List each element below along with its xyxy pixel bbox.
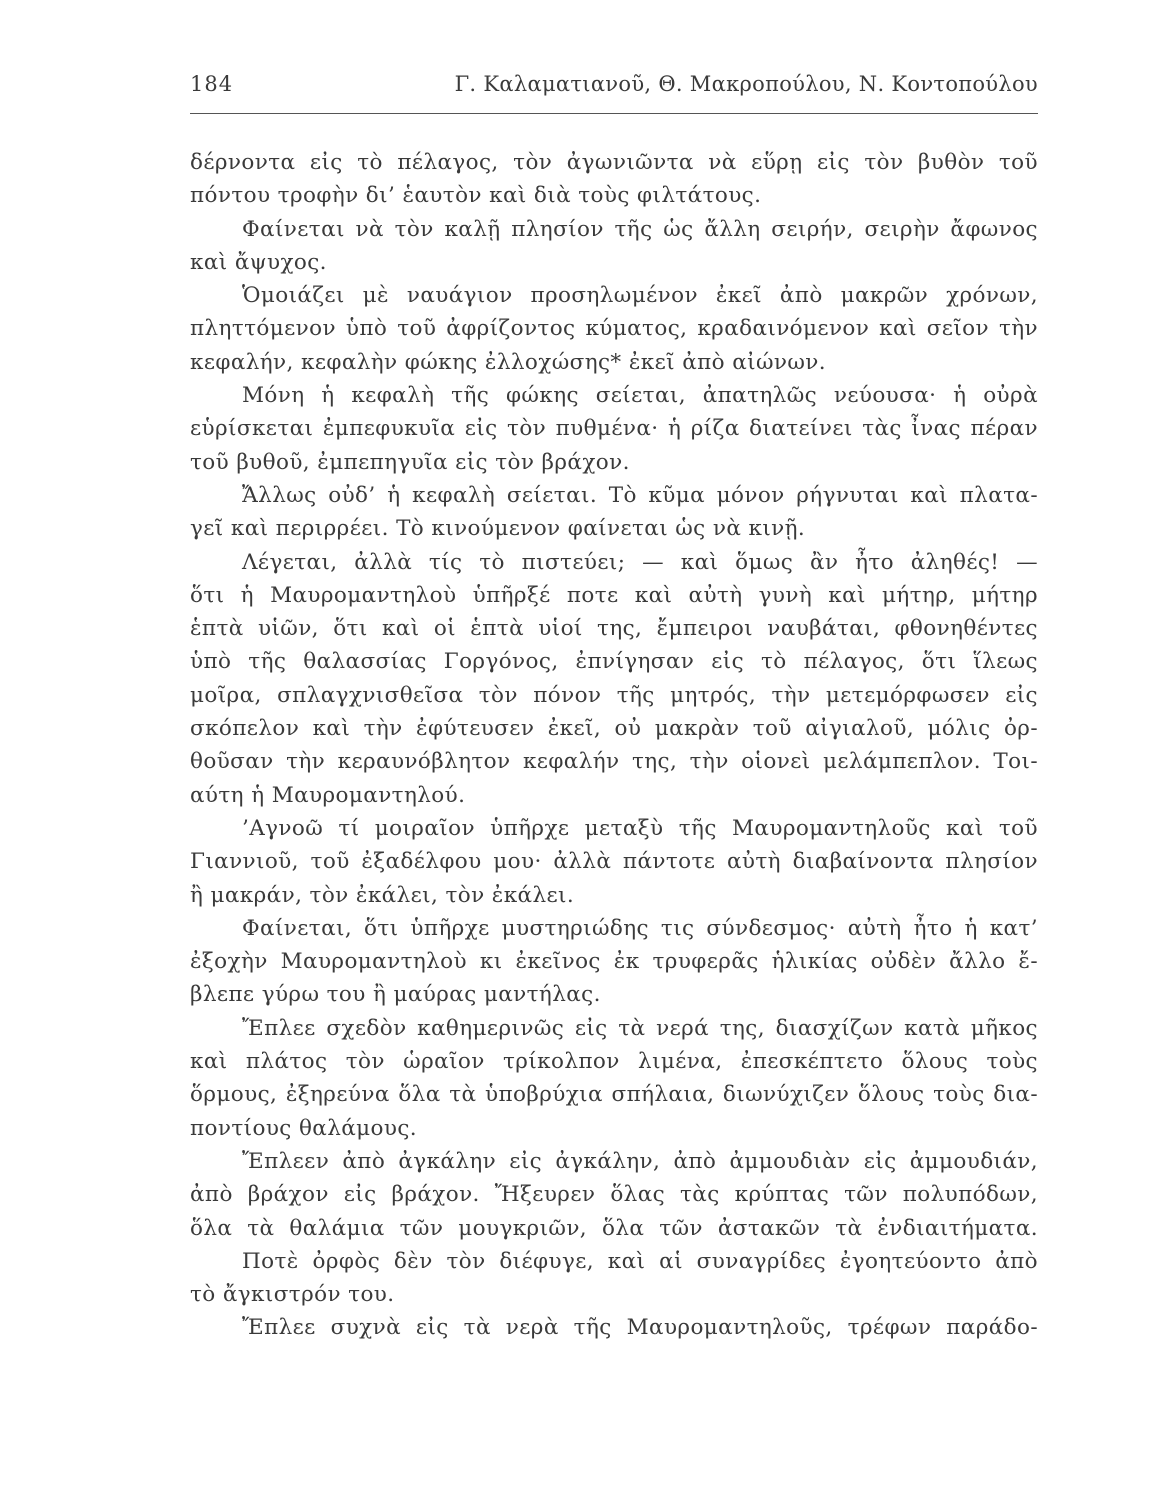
text-line: βλεπε γύρω του ἢ μαύρας μαντήλας. [190,982,601,1008]
text-line: τὸ ἄγκιστρόν του. [190,1282,395,1308]
text-line: καὶ πλάτος τὸν ὡραῖον τρίκολπον λιμένα, ἐπεσκέπτετο ὅλους τοὺς [190,1049,1038,1075]
text-line: Μόνη ἡ κεφαλὴ τῆς φώκης σείεται, ἀπατηλῶς νεύουσα· ἡ οὐρὰ [242,383,1038,409]
header-rule [190,113,1038,114]
page-number: 184 [190,72,234,96]
text-line: Ἄλλως οὐδ’ ἡ κεφαλὴ σείεται. Τὸ κῦμα μόνον ρήγνυται καὶ πλατα- [242,482,1038,508]
text-line: τοῦ βυθοῦ, ἐμπεπηγυῖα εἰς τὸν βράχον. [190,449,630,475]
text-line: θοῦσαν τὴν κεραυνόβλητον κεφαλήν της, τὴν οἱονεὶ μελάμπεπλον. Τοι- [190,749,1038,775]
text-line: Γιαννιοῦ, τοῦ ἐξαδέλφου μου· ἀλλὰ πάντοτε αὐτὴ διαβαίνοντα πλησίον [190,849,1038,875]
text-line: Λέγεται, ἀλλὰ τίς τὸ πιστεύει; — καὶ ὅμως ἂν ἦτο ἀληθές! — [242,549,1038,575]
text-line: Ἔπλεε σχεδὸν καθημερινῶς εἰς τὰ νερά της, διασχίζων κατὰ μῆκος [242,1015,1038,1041]
text-line: ὅλα τὰ θαλάμια τῶν μουγκριῶν, ὅλα τῶν ἀστακῶν τὰ ἐνδιαιτήματα. [190,1215,1038,1241]
text-line: δέρνοντα εἰς τὸ πέλαγος, τὸν ἀγωνιῶντα νὰ εὕρῃ εἰς τὸν βυθὸν τοῦ [190,150,1038,175]
text-line: μοῖρα, σπλαγχνισθεῖσα τὸν πόνον τῆς μητρός, τὴν μετεμόρφωσεν εἰς [190,682,1038,708]
text-line: Ἔπλεεν ἀπὸ ἀγκάλην εἰς ἀγκάλην, ἀπὸ ἀμμουδιὰν εἰς ἀμμουδιάν, [242,1148,1038,1174]
text-line: Ὁμοιάζει μὲ ναυάγιον προσηλωμένον ἐκεῖ ἀπὸ μακρῶν χρόνων, [242,283,1038,309]
body-text [190,146,1038,1345]
text-line: σκόπελον καὶ τὴν ἐφύτευσεν ἐκεῖ, οὐ μακρὰν τοῦ αἰγιαλοῦ, μόλις ὀρ- [190,716,1038,742]
text-line: ἑπτὰ υἱῶν, ὅτι καὶ οἱ ἑπτὰ υἱοί της, ἔμπειροι ναυβάται, φθονηθέντες [190,616,1038,642]
text-line: γεῖ καὶ περιρρέει. Τὸ κινούμενον φαίνεται ὡς νὰ κινῇ. [190,516,806,542]
text-line: κεφαλήν, κεφαλὴν φώκης ἐλλοχώσης* ἐκεῖ ἀπὸ αἰώνων. [190,349,827,375]
text-line: ἀπὸ βράχον εἰς βράχον. Ἤξευρεν ὅλας τὰς κρύπτας τῶν πολυπόδων, [190,1182,1038,1208]
text-line: Ἔπλεε συχνὰ εἰς τὰ νερὰ τῆς Μαυρομαντηλοῦς, τρέφων παράδο- [242,1315,1038,1341]
text-line: καὶ ἄψυχος. [190,249,327,275]
text-line: Φαίνεται, ὅτι ὑπῆρχε μυστηριώδης τις σύνδεσμος· αὐτὴ ἦτο ἡ κατ’ [242,915,1038,941]
text-line: ὑπὸ τῆς θαλασσίας Γοργόνος, ἐπνίγησαν εἰς τὸ πέλαγος, ὅτι ἵλεως [190,649,1038,675]
text-line: ὅτι ἡ Μαυρομαντηλοὺ ὑπῆρξέ ποτε καὶ αὐτὴ γυνὴ καὶ μήτηρ, μήτηρ [190,582,1038,608]
text-line: Φαίνεται νὰ τὸν καλῇ πλησίον τῆς ὡς ἄλλη σειρήν, σειρὴν ἄφωνος [242,216,1038,242]
text-line: εὑρίσκεται ἐμπεφυκυῖα εἰς τὸν πυθμένα· ἡ ρίζα διατείνει τὰς ἶνας πέραν [190,416,1038,442]
text-line: Ποτὲ ὀρφὸς δὲν τὸν διέφυγε, καὶ αἱ συναγρίδες ἐγοητεύοντο ἀπὸ [242,1248,1038,1274]
text-line: ποντίους θαλάμους. [190,1115,418,1141]
text-line: ἢ μακράν, τὸν ἐκάλει, τὸν ἐκάλει. [190,882,575,908]
page-header [190,72,1038,106]
text-line: πληττόμενον ὑπὸ τοῦ ἀφρίζοντος κύματος, κραδαινόμενον καὶ σεῖον τὴν [190,316,1038,342]
text-line: ἐξοχὴν Μαυρομαντηλοὺ κι ἐκεῖνος ἐκ τρυφερᾶς ἡλικίας οὐδὲν ἄλλο ἔ- [190,949,1038,975]
running-head: Γ. Καλαματιανοῦ, Θ. Μακροπούλου, Ν. Κοντοπούλου [454,72,1038,96]
text-line: ὅρμους, ἐξηρεύνα ὅλα τὰ ὑποβρύχια σπήλαια, διωνύχιζεν ὅλους τοὺς δια- [190,1082,1038,1108]
text-line: ’Αγνοῶ τί μοιραῖον ὑπῆρχε μεταξὺ τῆς Μαυρομαντηλοῦς καὶ τοῦ [242,815,1038,841]
text-line: αύτη ἡ Μαυρομαντηλού. [190,782,466,808]
text-line: πόντου τροφὴν δι’ ἑαυτὸν καὶ διὰ τοὺς φιλτάτους. [190,183,762,209]
